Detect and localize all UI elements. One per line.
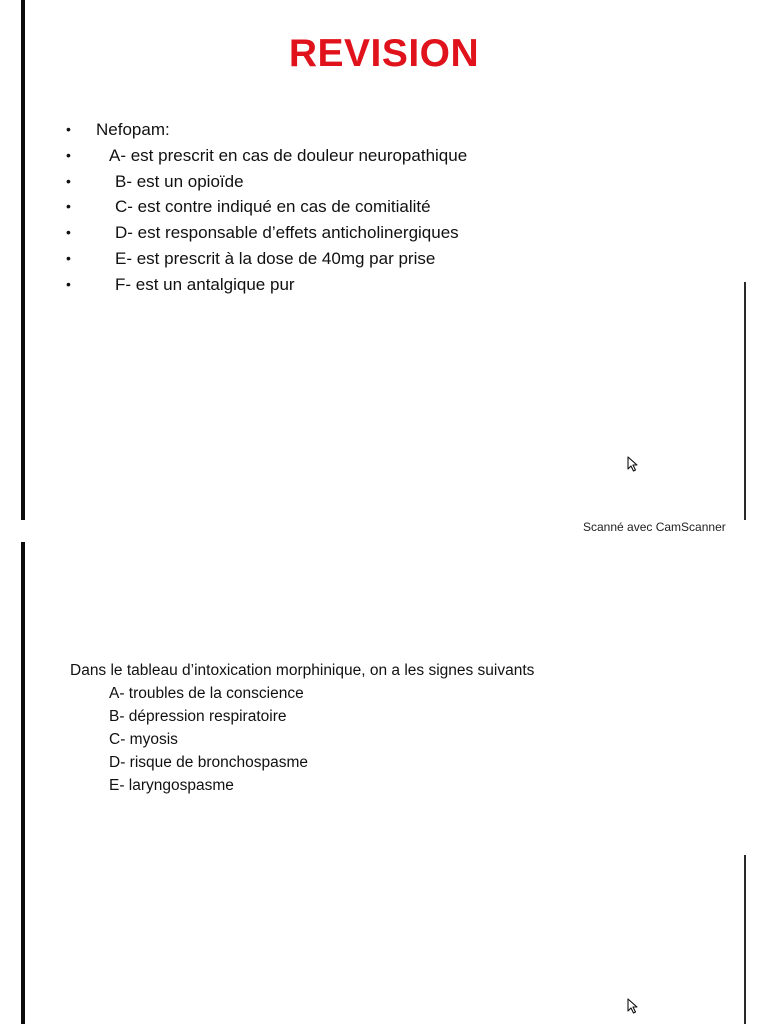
option-c: C- est contre indiqué en cas de comitialité (115, 197, 431, 217)
question-2-list (109, 682, 308, 797)
option-e: E- est prescrit à la dose de 40mg par prise (115, 248, 436, 268)
option-b: B- est un opioïde (115, 171, 244, 191)
option-e: E- laryngospasme (109, 777, 234, 794)
bullet: • (66, 172, 71, 189)
option-f: F- est un antalgique pur (115, 274, 295, 294)
bullet: • (66, 198, 71, 215)
page-edge-right (744, 282, 746, 520)
option-b: B- dépression respiratoire (109, 708, 287, 725)
bullet: • (66, 249, 71, 266)
scanner-watermark: Scanné avec CamScanner (583, 520, 726, 534)
page-edge-left (21, 542, 25, 1024)
option-c: C- myosis (109, 731, 178, 748)
bullet: • (66, 224, 71, 241)
bullet: • (66, 121, 71, 137)
question-text: Nefopam: (96, 120, 170, 139)
question-2-stem: Dans le tableau d’intoxication morphinique, on a les signes suivants (70, 662, 535, 679)
mouse-pointer-icon (627, 998, 639, 1014)
page-edge-left (21, 0, 25, 520)
mouse-pointer-icon (627, 456, 639, 472)
page-title: REVISION (288, 32, 480, 75)
bullet: • (66, 146, 71, 163)
page-edge-right (744, 855, 746, 1024)
option-d: D- est responsable d’effets anticholinergiques (115, 223, 459, 243)
option-d: D- risque de bronchospasme (109, 754, 309, 771)
option-a: A- est prescrit en cas de douleur neuropathique (109, 145, 468, 165)
bullet: • (66, 275, 71, 292)
option-a: A- troubles de la conscience (109, 685, 304, 702)
